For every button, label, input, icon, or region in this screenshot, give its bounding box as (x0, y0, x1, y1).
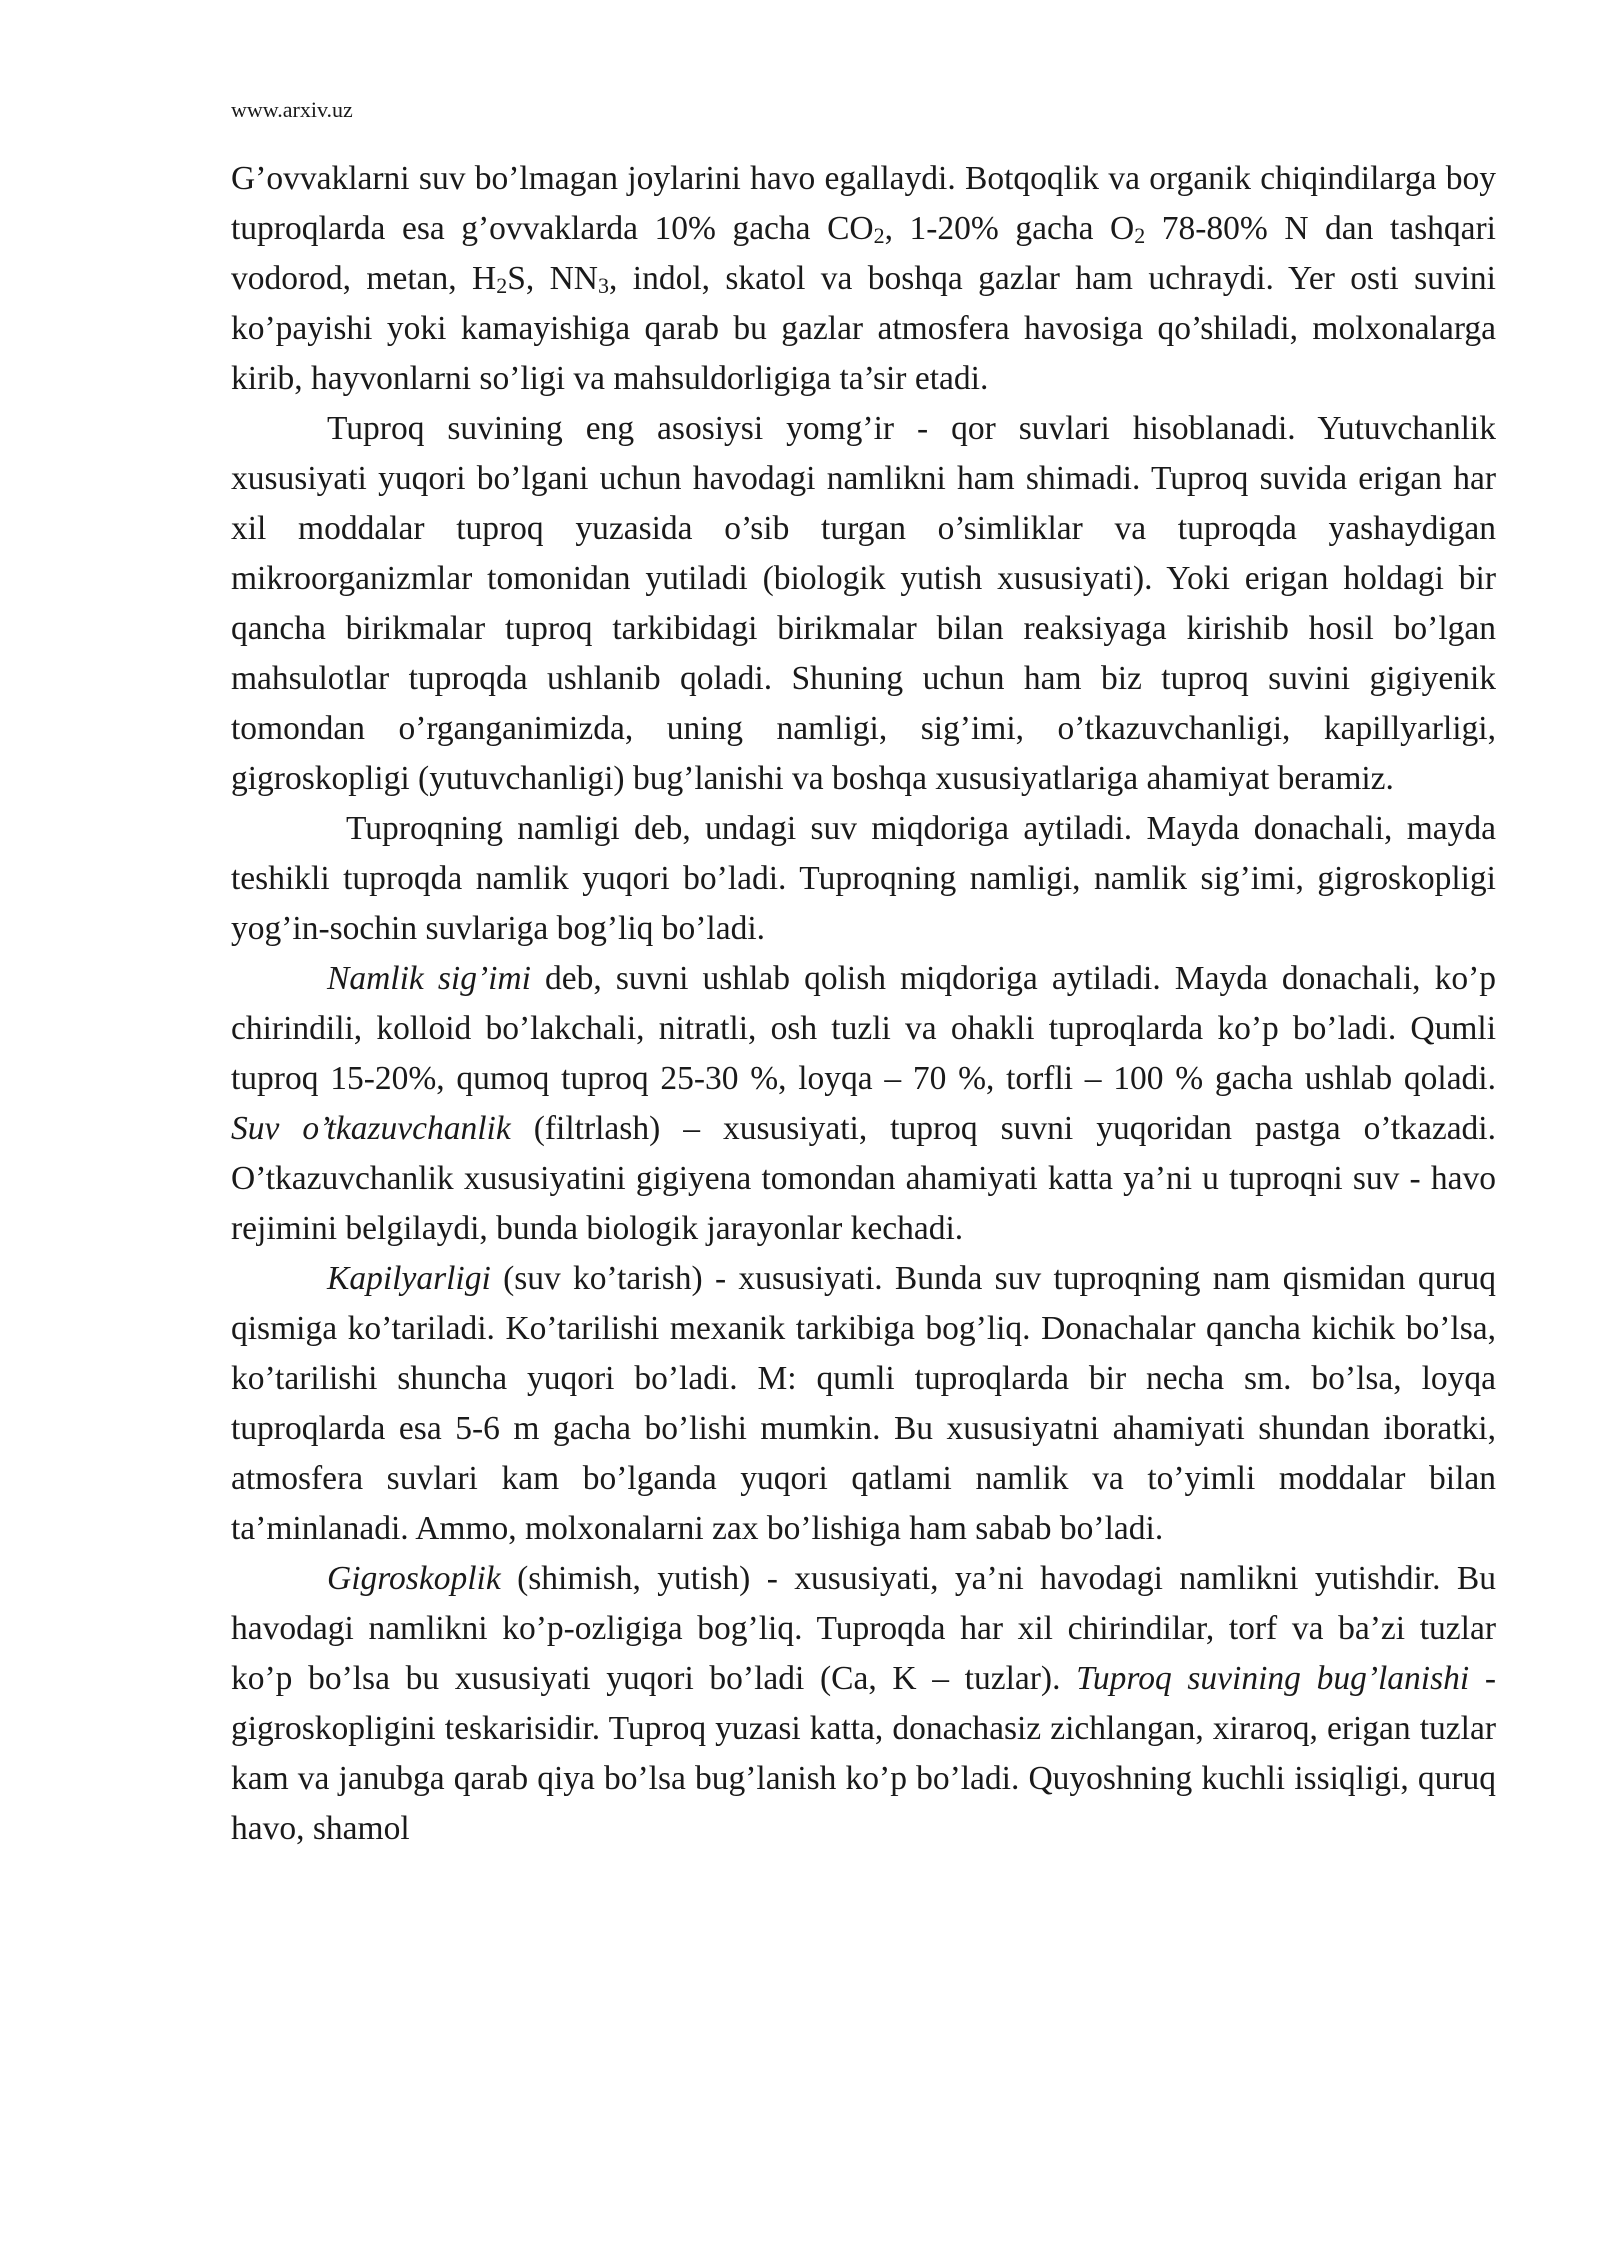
paragraph-text: - gigroskopligini teskarisidir. Tuproq yuzasi katta, donachasiz zichlangan, xiraroq, erigan tuzlar kam va janubga qarab qiya bo’lsa bug’lanish ko’p bo’ladi. Quyoshning kuchli issiqligi, quruq havo, shamol (231, 1660, 1497, 1847)
paragraph-hygroscopicity (231, 1554, 1496, 1854)
term-italic: Tuproq suvining bug’lanishi (1076, 1660, 1470, 1697)
subscript: 2 (873, 223, 885, 248)
paragraph-soil-air (231, 154, 1496, 404)
subscript: 2 (1134, 223, 1146, 248)
paragraph-text: S, NN (507, 260, 598, 297)
document-body (231, 154, 1496, 1854)
paragraph-capillarity (231, 1254, 1496, 1554)
subscript: 2 (496, 273, 508, 298)
paragraph-soil-water: Tuproq suvining eng asosiysi yomg’ir - qor suvlari hisoblanadi. Yutuvchanlik xususiyati yuqori bo’lgani uchun havodagi namlikni ham shimadi. Tuproq suvida erigan har xil moddalar tuproq yuzasida o’sib turgan o’simliklar va tuproqda yashaydigan mikroorganizmlar tomonidan yutiladi (biologik yutish xususiyati). Yoki erigan holdagi bir qancha birikmalar tuproq tarkibidagi birikmalar bilan reaksiyaga kirishib hosil bo’lgan mahsulotlar tuproqda ushlanib qoladi. Shuning uchun ham biz tuproq suvini gigiyenik tomondan o’rganganimizda, uning namligi, sig’imi, o’tkazuvchanligi, kapillyarligi, gigroskopligi (yutuvchanligi) bug’lanishi va boshqa xususiyatlariga ahamiyat beramiz. (231, 410, 1496, 797)
paragraph-text: (filtrlash) – xususiyati, tuproq suvni yuqoridan pastga o’tkazadi. O’tkazuvchanlik xususiyatini gigiyena tomondan ahamiyati katta ya’ni u tuproqni suv - havo rejimini belgilaydi, bunda biologik jarayonlar kechadi. (231, 1110, 1496, 1247)
paragraph-text: G’ovvaklarni suv bo’lmagan joylarini havo egallaydi. Botqoqlik va organik chiqindilarga boy tuproqlarda esa g’ovvaklarda 10% gacha CO (231, 160, 1496, 247)
paragraph-text: , 1-20% gacha O (884, 210, 1135, 247)
site-url-header: www.arxiv.uz (231, 97, 353, 122)
term-italic: Namlik sig’imi (327, 960, 531, 997)
term-italic: Gigroskoplik (327, 1560, 501, 1597)
term-italic: Kapilyarligi (327, 1260, 491, 1297)
paragraph-text: , indol, skatol va boshqa gazlar ham uchraydi. Yer osti suvini ko’payishi yoki kamayishiga qarab bu gazlar atmosfera havosiga qo’shiladi, molxonalarga kirib, hayvonlarni so’ligi va mahsuldorligiga ta’sir etadi. (231, 260, 1496, 397)
paragraph-moisture-capacity (231, 954, 1496, 1254)
paragraph-text: 78-80% N dan tashqari vodorod, metan, H (231, 210, 1496, 297)
paragraph-text: (shimish, yutish) - xususiyati, ya’ni havodagi namlikni yutishdir. Bu havodagi namlikni ko’p-ozligiga bog’liq. Tuproqda har xil chirindilar, torf va ba’zi tuzlar ko’p bo’lsa bu xususiyati yuqori bo’ladi (Ca, K – tuzlar). (231, 1560, 1496, 1697)
subscript: 3 (598, 273, 609, 298)
term-italic: Suv o’tkazuvchanlik (231, 1110, 511, 1147)
paragraph-text: deb, suvni ushlab qolish miqdoriga aytiladi. Mayda donachali, ko’p chirindili, kolloid bo’lakchali, nitratli, osh tuzli va ohakli tuproqlarda ko’p bo’ladi. Qumli tuproq 15-20%, qumoq tuproq 25-30 %, loyqa – 70 %, torfli – 100 % gacha ushlab qoladi. (231, 960, 1496, 1097)
paragraph-text: (suv ko’tarish) - xususiyati. Bunda suv tuproqning nam qismidan quruq qismiga ko’tariladi. Ko’tarilishi mexanik tarkibiga bog’liq. Donachalar qancha kichik bo’lsa, ko’tarilishi shuncha yuqori bo’ladi. M: qumli tuproqlarda bir necha sm. bo’lsa, loyqa tuproqlarda esa 5-6 m gacha bo’lishi mumkin. Bu xususiyatni ahamiyati shundan iboratki, atmosfera suvlari kam bo’lganda yuqori qatlami namlik va to’yimli moddalar bilan ta’minlanadi. Ammo, molxonalarni zax bo’lishiga ham sabab bo’ladi. (231, 1260, 1496, 1547)
paragraph-soil-moisture: Tuproqning namligi deb, undagi suv miqdoriga aytiladi. Mayda donachali, mayda teshikli tuproqda namlik yuqori bo’ladi. Tuproqning namligi, namlik sig’imi, gigroskopligi yog’in-sochin suvlariga bog’liq bo’ladi. (231, 810, 1496, 947)
